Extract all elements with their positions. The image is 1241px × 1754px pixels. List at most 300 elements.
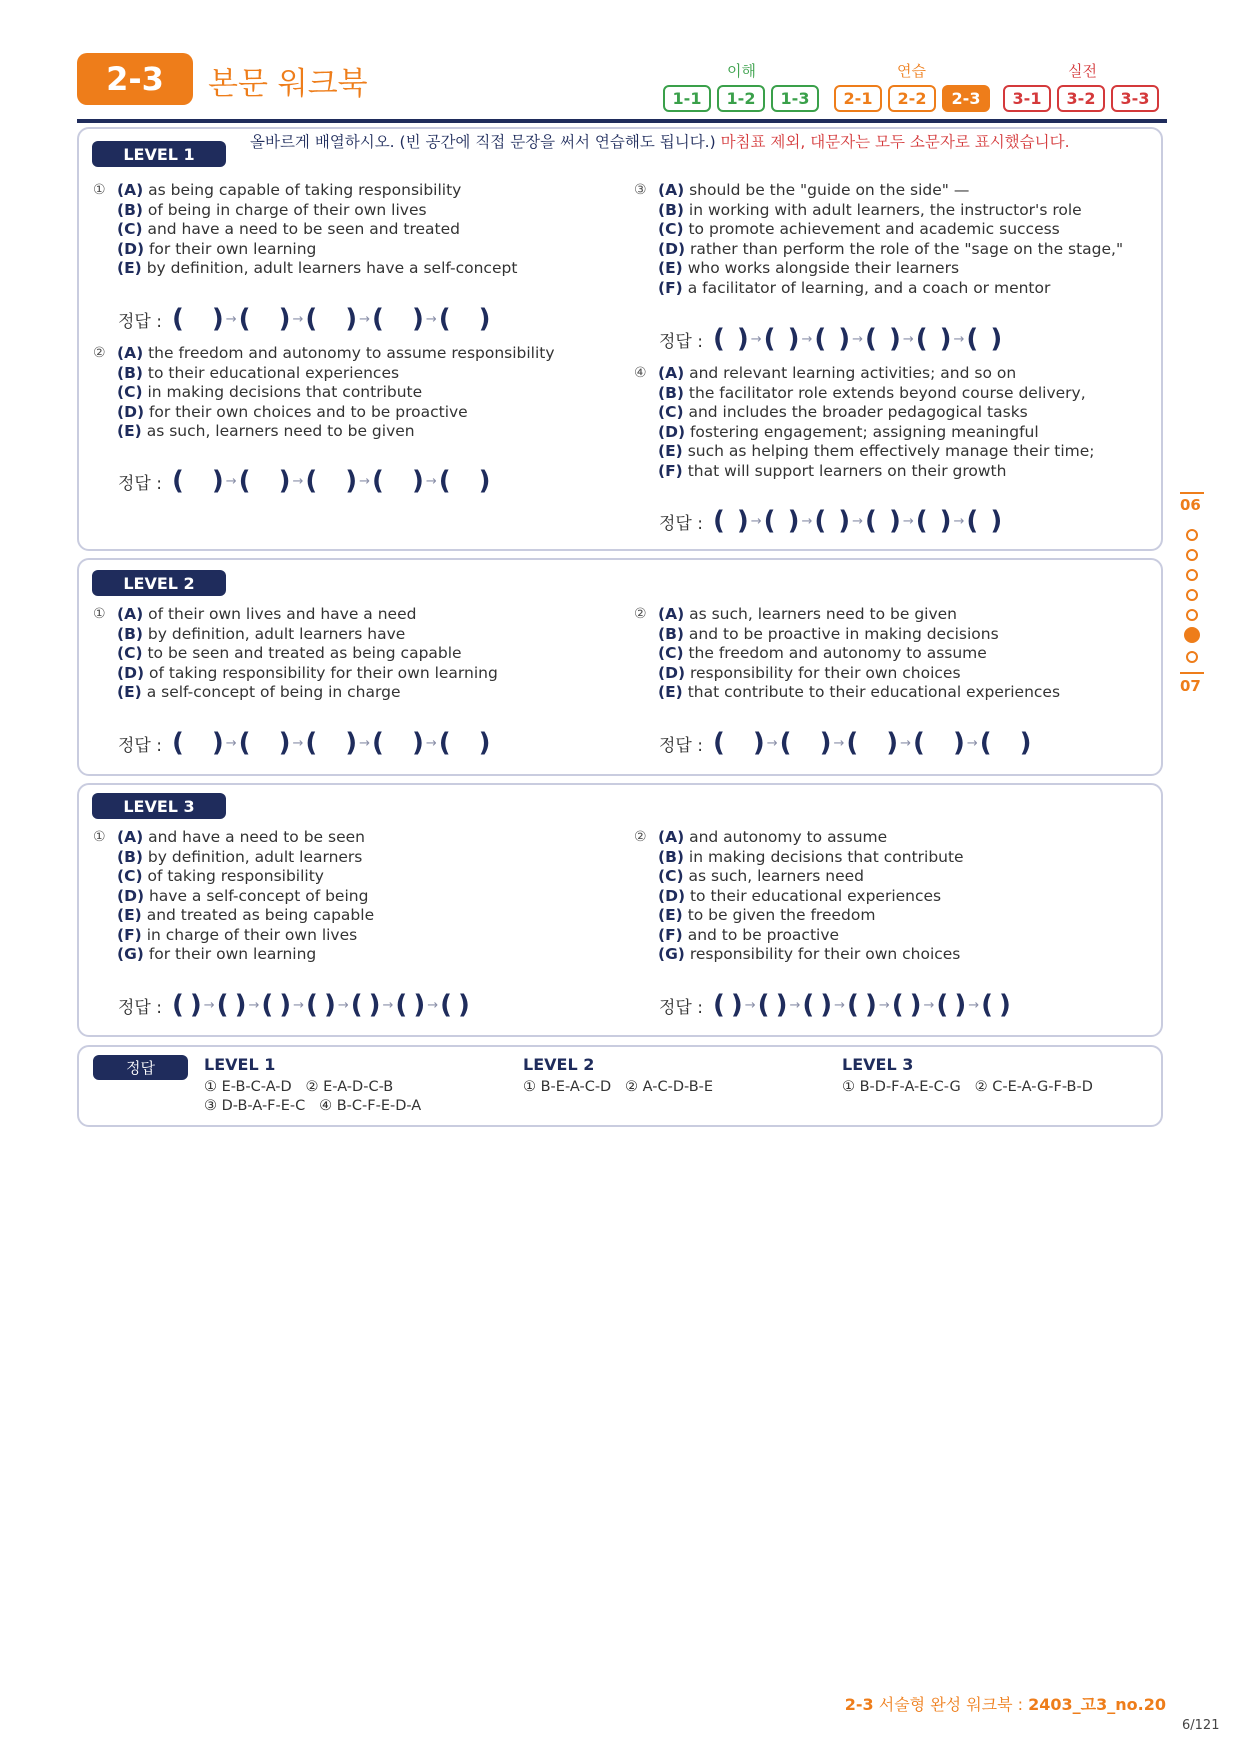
answer-key-level1 bbox=[204, 1055, 421, 1116]
arrow-icon: → bbox=[225, 473, 237, 489]
paren-close: ) bbox=[345, 304, 358, 334]
answer-slot[interactable] bbox=[172, 992, 202, 1018]
paren-open: ( bbox=[305, 466, 318, 496]
level3-q2-answer[interactable] bbox=[659, 992, 1011, 1018]
answer-slot[interactable] bbox=[758, 992, 788, 1018]
answer-slot[interactable] bbox=[846, 730, 898, 756]
paren-close: ) bbox=[999, 990, 1011, 1020]
paren-open: ( bbox=[395, 990, 408, 1020]
level2-q1-answer[interactable] bbox=[118, 730, 491, 756]
answer-key-level1-line2: ③ D-B-A-F-E-C ④ B-C-F-E-D-A bbox=[204, 1098, 422, 1114]
item-text: that will support learners on their growth bbox=[682, 461, 1007, 480]
paren-close: ) bbox=[278, 466, 291, 496]
paren-open: ( bbox=[865, 506, 877, 536]
item-text: by definition, adult learners have a self-concept bbox=[141, 259, 518, 277]
item-text: of being in charge of their own lives bbox=[142, 200, 427, 219]
answer-key-level1-title: LEVEL 1 bbox=[204, 1055, 276, 1074]
answer-slot[interactable] bbox=[239, 730, 291, 756]
level1-q4 bbox=[634, 364, 1095, 481]
level2-q2-answer[interactable] bbox=[659, 730, 1032, 756]
question-item bbox=[658, 462, 1095, 482]
paren-open: ( bbox=[238, 304, 251, 334]
nav-3-2[interactable]: 3-2 bbox=[1057, 85, 1105, 112]
paren-open: ( bbox=[712, 506, 725, 536]
answer-slot[interactable] bbox=[372, 730, 424, 756]
item-letter: (F) bbox=[117, 925, 142, 944]
answer-slot[interactable] bbox=[372, 306, 424, 332]
answer-slot[interactable] bbox=[764, 508, 800, 534]
paren-close: ) bbox=[211, 728, 224, 758]
paren-close: ) bbox=[954, 990, 967, 1020]
item-letter: (E) bbox=[658, 442, 683, 460]
item-text: in making decisions that contribute bbox=[142, 383, 423, 401]
item-text: as being capable of taking responsibility bbox=[143, 181, 462, 199]
paren-close: ) bbox=[787, 506, 800, 536]
answer-slot[interactable] bbox=[847, 992, 877, 1018]
paren-open: ( bbox=[305, 728, 318, 758]
question-item bbox=[117, 664, 498, 684]
level1-q3-answer[interactable] bbox=[659, 326, 1002, 352]
paren-close: ) bbox=[411, 304, 424, 334]
answer-label: 정답 : bbox=[118, 735, 162, 756]
arrow-icon: → bbox=[203, 997, 215, 1013]
item-letter: (C) bbox=[658, 403, 684, 421]
question-item bbox=[117, 259, 517, 279]
item-letter: (E) bbox=[117, 259, 142, 277]
item-text: as such, learners need bbox=[683, 867, 864, 885]
paren-close: ) bbox=[478, 304, 491, 334]
nav-2-3-active[interactable]: 2-3 bbox=[942, 85, 990, 112]
paren-close: ) bbox=[787, 324, 800, 354]
item-letter: (D) bbox=[658, 663, 686, 682]
answer-slot[interactable] bbox=[439, 730, 491, 756]
item-text: a facilitator of learning, and a coach or mentor bbox=[682, 278, 1051, 297]
answer-slot[interactable] bbox=[814, 326, 850, 352]
item-letter: (A) bbox=[658, 605, 685, 623]
question-number: ② bbox=[634, 829, 647, 845]
answer-key-badge: 정답 bbox=[93, 1055, 188, 1080]
paren-close: ) bbox=[413, 990, 426, 1020]
item-letter: (G) bbox=[117, 945, 144, 963]
item-text: and have a need to be seen bbox=[143, 828, 365, 846]
question-item bbox=[658, 625, 1060, 645]
paren-close: ) bbox=[838, 324, 851, 354]
level3-q2 bbox=[634, 828, 964, 965]
question-item bbox=[658, 926, 964, 946]
paren-open: ( bbox=[913, 728, 925, 758]
paren-open: ( bbox=[814, 324, 827, 354]
question-item bbox=[117, 201, 517, 221]
item-letter: (C) bbox=[658, 220, 684, 238]
stage-label-real: 실전 bbox=[1068, 62, 1097, 80]
answer-slot[interactable] bbox=[439, 468, 491, 494]
item-letter: (D) bbox=[117, 663, 145, 682]
page-title: 본문 워크북 bbox=[208, 66, 368, 102]
paren-close: ) bbox=[478, 728, 491, 758]
answer-slot[interactable] bbox=[305, 730, 357, 756]
answer-label: 정답 : bbox=[118, 473, 162, 494]
instruction-main: 올바르게 배열하시오. (빈 공간에 직접 문장을 써서 연습해도 됩니다.) bbox=[250, 133, 716, 151]
answer-slot[interactable] bbox=[713, 508, 749, 534]
arrow-icon: → bbox=[425, 473, 437, 489]
side-tab-top: 06 bbox=[1180, 496, 1201, 514]
question-item bbox=[658, 887, 964, 907]
question-item bbox=[658, 240, 1123, 260]
question-item bbox=[117, 240, 517, 260]
item-letter: (E) bbox=[658, 259, 683, 277]
answer-label: 정답 : bbox=[659, 513, 703, 534]
paren-open: ( bbox=[712, 990, 725, 1020]
side-dot-current bbox=[1184, 627, 1200, 643]
paren-open: ( bbox=[372, 466, 384, 496]
paren-open: ( bbox=[979, 728, 992, 758]
answer-key-level3 bbox=[842, 1055, 1093, 1097]
side-dot-4 bbox=[1186, 589, 1198, 601]
item-text: fostering engagement; assigning meaningful bbox=[685, 422, 1039, 441]
item-text: to their educational experiences bbox=[142, 363, 400, 382]
item-text: that contribute to their educational experiences bbox=[682, 683, 1061, 701]
level3-q1-answer[interactable] bbox=[118, 992, 470, 1018]
paren-open: ( bbox=[814, 506, 827, 536]
item-letter: (A) bbox=[117, 828, 144, 846]
answer-slot[interactable] bbox=[306, 992, 336, 1018]
level2-q2 bbox=[634, 605, 1060, 703]
paren-close: ) bbox=[211, 304, 224, 334]
answer-slot[interactable] bbox=[802, 992, 832, 1018]
paren-open: ( bbox=[171, 466, 184, 496]
item-letter: (A) bbox=[117, 344, 144, 362]
level3-badge: LEVEL 3 bbox=[92, 793, 226, 819]
paren-open: ( bbox=[440, 990, 452, 1020]
question-item bbox=[658, 201, 1123, 221]
question-item bbox=[117, 644, 498, 664]
answer-slot[interactable] bbox=[395, 992, 425, 1018]
footer-code: 2403_고3_no.20 bbox=[1028, 1695, 1166, 1714]
item-letter: (F) bbox=[658, 278, 683, 297]
arrow-icon: → bbox=[359, 311, 371, 327]
answer-slot[interactable] bbox=[913, 730, 965, 756]
item-letter: (A) bbox=[117, 605, 144, 623]
answer-slot[interactable] bbox=[865, 508, 901, 534]
question-item bbox=[117, 625, 498, 645]
arrow-icon: → bbox=[834, 997, 846, 1013]
answer-slot[interactable] bbox=[713, 992, 743, 1018]
paren-close: ) bbox=[458, 990, 470, 1020]
item-text: and to be proactive in making decisions bbox=[683, 624, 999, 643]
paren-open: ( bbox=[936, 990, 949, 1020]
answer-slot[interactable] bbox=[966, 508, 1002, 534]
item-text: of taking responsibility bbox=[142, 867, 324, 885]
question-number: ② bbox=[634, 606, 647, 622]
item-letter: (D) bbox=[117, 239, 145, 258]
answer-key-level3-line1: ① B-D-F-A-E-C-G ② C-E-A-G-F-B-D bbox=[842, 1079, 1093, 1095]
arrow-icon: → bbox=[359, 473, 371, 489]
question-item bbox=[117, 906, 374, 926]
answer-slot[interactable] bbox=[217, 992, 247, 1018]
item-letter: (A) bbox=[658, 181, 685, 199]
answer-slot[interactable] bbox=[372, 468, 424, 494]
item-letter: (G) bbox=[658, 945, 685, 963]
paren-open: ( bbox=[712, 728, 725, 758]
item-letter: (D) bbox=[658, 886, 686, 905]
arrow-icon: → bbox=[292, 735, 304, 751]
answer-slot[interactable] bbox=[980, 730, 1032, 756]
paren-close: ) bbox=[730, 990, 743, 1020]
paren-open: ( bbox=[305, 304, 318, 334]
paren-open: ( bbox=[847, 990, 859, 1020]
answer-slot[interactable] bbox=[814, 508, 850, 534]
arrow-icon: → bbox=[750, 331, 762, 347]
item-text: the freedom and autonomy to assume responsibility bbox=[143, 344, 555, 362]
question-item bbox=[117, 887, 374, 907]
answer-slot[interactable] bbox=[172, 730, 224, 756]
question-item bbox=[658, 828, 964, 848]
arrow-icon: → bbox=[801, 513, 813, 529]
item-letter: (F) bbox=[658, 461, 683, 480]
item-letter: (D) bbox=[117, 402, 145, 421]
question-item bbox=[658, 605, 1060, 625]
question-item bbox=[658, 220, 1123, 240]
item-letter: (B) bbox=[658, 200, 684, 219]
answer-slot[interactable] bbox=[764, 326, 800, 352]
paren-open: ( bbox=[306, 990, 318, 1020]
answer-key-level2-title: LEVEL 2 bbox=[523, 1055, 595, 1074]
paren-open: ( bbox=[712, 324, 725, 354]
level1-q1 bbox=[93, 181, 517, 279]
item-letter: (E) bbox=[117, 906, 142, 924]
question-item bbox=[117, 848, 374, 868]
answer-slot[interactable] bbox=[172, 306, 224, 332]
paren-open: ( bbox=[865, 324, 877, 354]
paren-close: ) bbox=[820, 990, 833, 1020]
nav-3-1[interactable]: 3-1 bbox=[1003, 85, 1051, 112]
answer-slot[interactable] bbox=[239, 468, 291, 494]
paren-open: ( bbox=[763, 506, 776, 536]
arrow-icon: → bbox=[878, 997, 890, 1013]
question-number: ③ bbox=[634, 182, 647, 198]
side-dot-7 bbox=[1186, 651, 1198, 663]
answer-slot[interactable] bbox=[936, 992, 966, 1018]
paren-open: ( bbox=[438, 466, 451, 496]
answer-slot[interactable] bbox=[439, 306, 491, 332]
arrow-icon: → bbox=[766, 735, 778, 751]
item-text: to their educational experiences bbox=[685, 886, 942, 905]
level1-q4-answer[interactable] bbox=[659, 508, 1002, 534]
paren-close: ) bbox=[736, 506, 749, 536]
side-dot-3 bbox=[1186, 569, 1198, 581]
item-letter: (C) bbox=[117, 220, 143, 238]
item-letter: (B) bbox=[117, 847, 143, 866]
question-item bbox=[117, 220, 517, 240]
nav-2-2[interactable]: 2-2 bbox=[888, 85, 936, 112]
arrow-icon: → bbox=[425, 311, 437, 327]
answer-slot[interactable] bbox=[713, 326, 749, 352]
question-item bbox=[117, 383, 555, 403]
arrow-icon: → bbox=[902, 513, 914, 529]
item-text: as such, learners need to be given bbox=[684, 605, 958, 623]
nav-2-1[interactable]: 2-1 bbox=[834, 85, 882, 112]
arrow-icon: → bbox=[852, 331, 864, 347]
paren-close: ) bbox=[234, 990, 247, 1020]
paren-close: ) bbox=[990, 324, 1003, 354]
item-text: such as helping them effectively manage their time; bbox=[682, 442, 1095, 460]
item-text: and autonomy to assume bbox=[684, 828, 888, 846]
paren-close: ) bbox=[345, 466, 358, 496]
arrow-icon: → bbox=[900, 735, 912, 751]
paren-close: ) bbox=[888, 324, 901, 354]
nav-1-3[interactable]: 1-3 bbox=[771, 85, 819, 112]
arrow-icon: → bbox=[337, 997, 349, 1013]
paren-open: ( bbox=[779, 728, 792, 758]
question-number: ② bbox=[93, 345, 106, 361]
answer-label: 정답 : bbox=[659, 735, 703, 756]
question-item bbox=[658, 683, 1060, 703]
question-item bbox=[658, 259, 1123, 279]
question-number: ④ bbox=[634, 365, 647, 381]
answer-slot[interactable] bbox=[440, 992, 470, 1018]
answer-slot[interactable] bbox=[916, 326, 952, 352]
level1-instruction bbox=[238, 132, 1143, 153]
item-letter: (B) bbox=[117, 624, 143, 643]
answer-slot[interactable] bbox=[305, 306, 357, 332]
question-item bbox=[658, 644, 1060, 664]
level2-q1 bbox=[93, 605, 498, 703]
paren-close: ) bbox=[278, 304, 291, 334]
item-text: by definition, adult learners have bbox=[142, 624, 406, 643]
nav-1-1[interactable]: 1-1 bbox=[663, 85, 711, 112]
arrow-icon: → bbox=[427, 997, 439, 1013]
paren-close: ) bbox=[939, 506, 952, 536]
answer-slot[interactable] bbox=[916, 508, 952, 534]
level1-q2 bbox=[93, 344, 555, 442]
item-text: to be seen and treated as being capable bbox=[142, 644, 462, 662]
paren-close: ) bbox=[864, 990, 877, 1020]
answer-slot[interactable] bbox=[892, 992, 922, 1018]
paren-open: ( bbox=[438, 304, 451, 334]
answer-slot[interactable] bbox=[239, 306, 291, 332]
question-item bbox=[117, 926, 374, 946]
item-text: and to be proactive bbox=[682, 925, 840, 944]
item-text: and treated as being capable bbox=[141, 906, 375, 924]
answer-slot[interactable] bbox=[261, 992, 291, 1018]
arrow-icon: → bbox=[902, 331, 914, 347]
item-text: and relevant learning activities; and so on bbox=[684, 364, 1017, 382]
level1-q2-answer[interactable] bbox=[118, 468, 491, 494]
arrow-icon: → bbox=[833, 735, 845, 751]
arrow-icon: → bbox=[248, 997, 260, 1013]
question-item bbox=[658, 403, 1095, 423]
answer-slot[interactable] bbox=[351, 992, 381, 1018]
footer bbox=[845, 1692, 1166, 1715]
paren-open: ( bbox=[372, 304, 384, 334]
item-text: a self-concept of being in charge bbox=[141, 683, 401, 701]
arrow-icon: → bbox=[425, 735, 437, 751]
item-text: the facilitator role extends beyond course delivery, bbox=[683, 383, 1086, 402]
paren-open: ( bbox=[171, 304, 184, 334]
item-letter: (D) bbox=[658, 239, 686, 258]
item-letter: (C) bbox=[658, 644, 684, 662]
paren-close: ) bbox=[736, 324, 749, 354]
paren-open: ( bbox=[372, 728, 384, 758]
item-text: for their own learning bbox=[144, 239, 317, 258]
item-letter: (D) bbox=[658, 422, 686, 441]
paren-open: ( bbox=[438, 728, 451, 758]
item-text: and includes the broader pedagogical tasks bbox=[683, 403, 1028, 421]
paren-close: ) bbox=[888, 506, 901, 536]
paren-close: ) bbox=[368, 990, 381, 1020]
paren-open: ( bbox=[171, 728, 184, 758]
paren-open: ( bbox=[350, 990, 363, 1020]
answer-key-level2-line1: ① B-E-A-C-D ② A-C-D-B-E bbox=[523, 1079, 714, 1095]
question-item bbox=[658, 442, 1095, 462]
question-number: ① bbox=[93, 182, 106, 198]
item-letter: (A) bbox=[658, 364, 685, 382]
answer-slot[interactable] bbox=[865, 326, 901, 352]
answer-slot[interactable] bbox=[305, 468, 357, 494]
answer-slot[interactable] bbox=[172, 468, 224, 494]
paren-close: ) bbox=[775, 990, 788, 1020]
arrow-icon: → bbox=[750, 513, 762, 529]
paren-close: ) bbox=[278, 728, 291, 758]
item-letter: (B) bbox=[658, 383, 684, 402]
item-text: by definition, adult learners bbox=[142, 847, 363, 866]
level1-q3 bbox=[634, 181, 1123, 298]
answer-slot[interactable] bbox=[780, 730, 832, 756]
nav-1-2[interactable]: 1-2 bbox=[717, 85, 765, 112]
header-divider bbox=[77, 119, 1167, 123]
footer-text: 서술형 완성 워크북 : bbox=[878, 1695, 1024, 1714]
paren-close: ) bbox=[345, 728, 358, 758]
item-text: in charge of their own lives bbox=[141, 925, 358, 944]
paren-open: ( bbox=[802, 990, 815, 1020]
item-letter: (C) bbox=[658, 867, 684, 885]
level3-q1 bbox=[93, 828, 374, 965]
item-text: responsibility for their own choices bbox=[685, 663, 961, 682]
item-text: responsibility for their own choices bbox=[684, 945, 961, 963]
item-text: for their own learning bbox=[143, 945, 317, 963]
question-item bbox=[658, 664, 1060, 684]
paren-close: ) bbox=[279, 990, 292, 1020]
paren-close: ) bbox=[990, 506, 1003, 536]
level2-badge: LEVEL 2 bbox=[92, 570, 226, 596]
paren-open: ( bbox=[966, 324, 979, 354]
paren-open: ( bbox=[981, 990, 993, 1020]
arrow-icon: → bbox=[852, 513, 864, 529]
paren-close: ) bbox=[838, 506, 851, 536]
item-letter: (F) bbox=[658, 925, 683, 944]
paren-open: ( bbox=[261, 990, 274, 1020]
question-item bbox=[658, 945, 964, 965]
arrow-icon: → bbox=[968, 997, 980, 1013]
unit-badge: 2-3 bbox=[77, 53, 193, 105]
level1-q1-answer[interactable] bbox=[118, 306, 491, 332]
paren-open: ( bbox=[763, 324, 776, 354]
item-letter: (A) bbox=[117, 181, 144, 199]
paren-open: ( bbox=[757, 990, 770, 1020]
paren-close: ) bbox=[189, 990, 202, 1020]
item-letter: (E) bbox=[658, 683, 683, 701]
answer-slot[interactable] bbox=[981, 992, 1011, 1018]
item-text: for their own choices and to be proactive bbox=[144, 402, 468, 421]
arrow-icon: → bbox=[225, 735, 237, 751]
question-item bbox=[658, 181, 1123, 201]
answer-slot[interactable] bbox=[966, 326, 1002, 352]
side-tab-bottom: 07 bbox=[1180, 677, 1201, 695]
item-letter: (B) bbox=[117, 200, 143, 219]
answer-slot[interactable] bbox=[713, 730, 765, 756]
paren-open: ( bbox=[846, 728, 859, 758]
nav-3-3[interactable]: 3-3 bbox=[1111, 85, 1159, 112]
